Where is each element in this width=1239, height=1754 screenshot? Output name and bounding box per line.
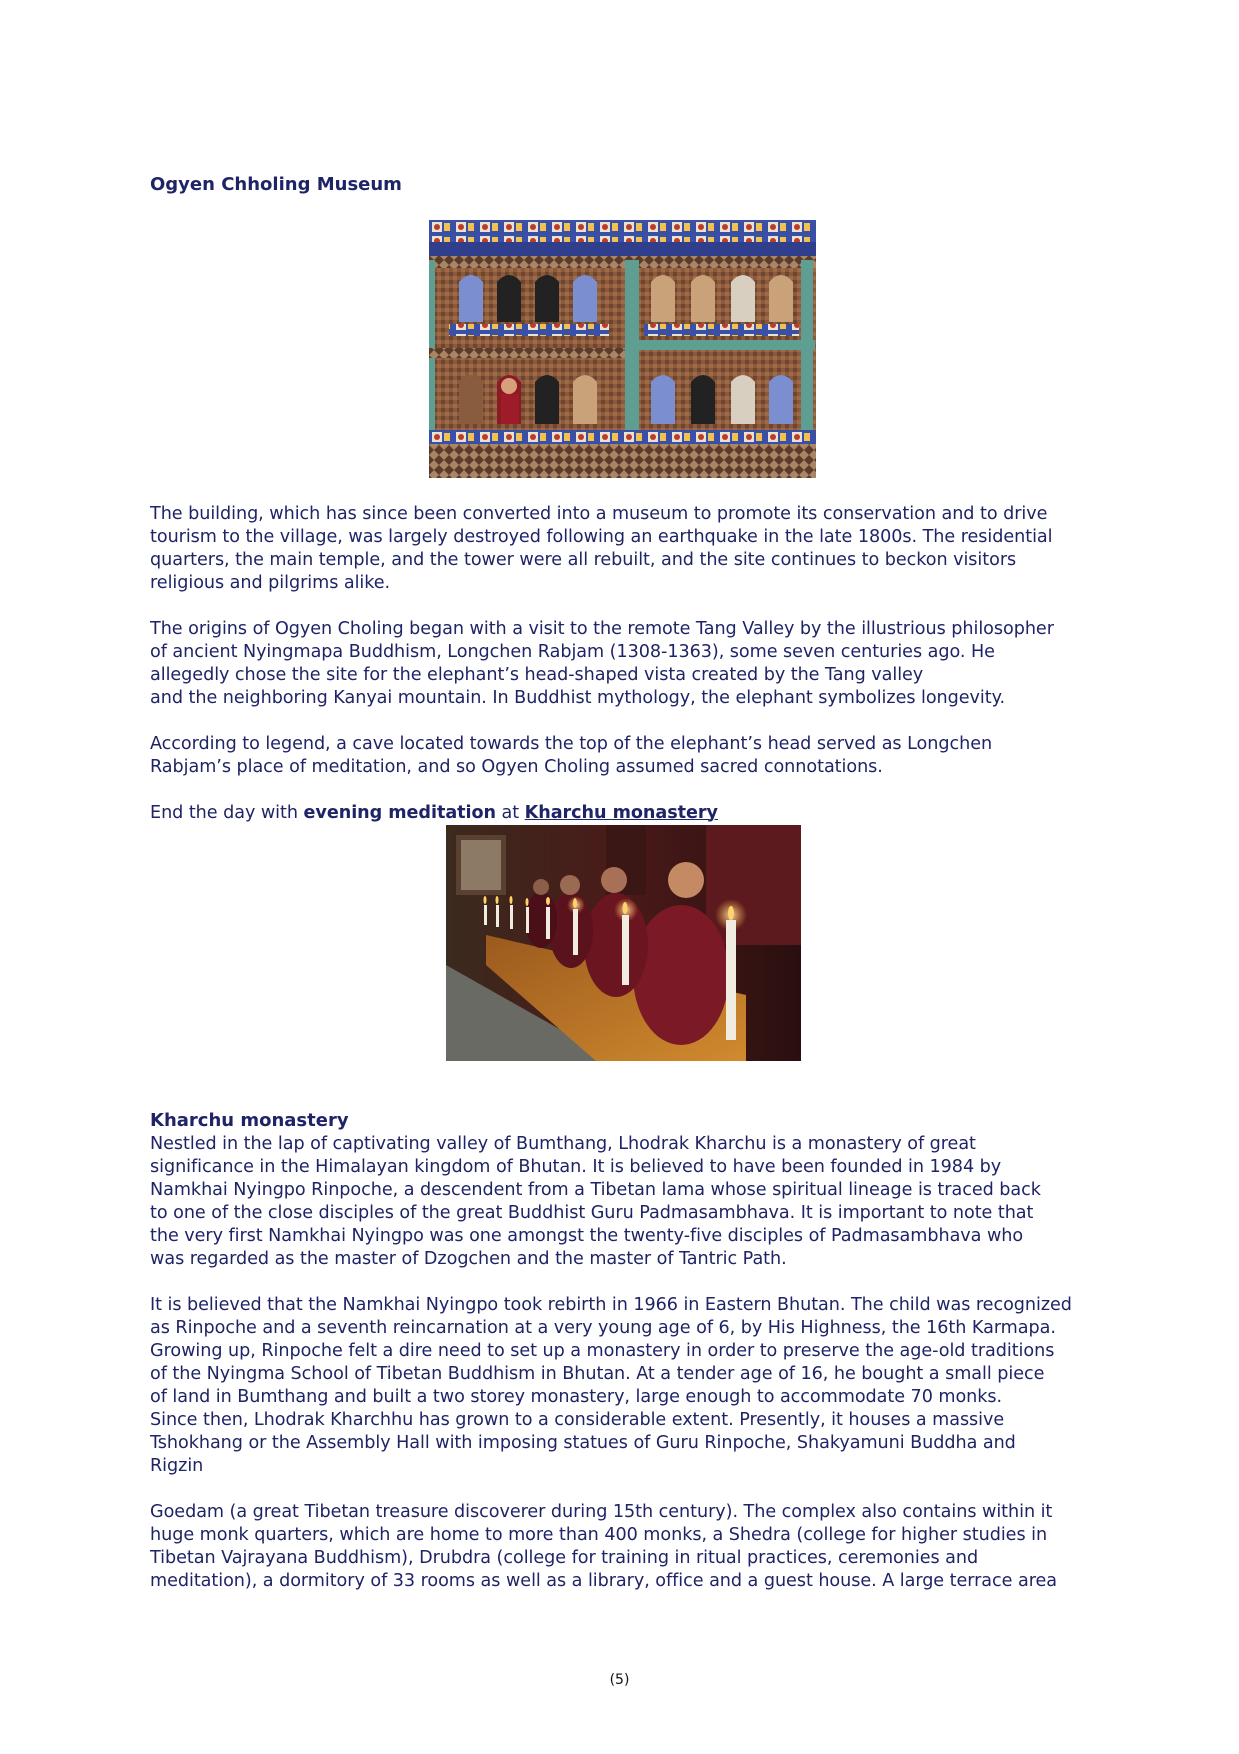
line: Rigzin [150, 1456, 204, 1476]
paragraph-ogyen-2 [150, 618, 1100, 710]
line: Rabjam’s place of meditation, and so Ogyen Choling assumed sacred connotations. [150, 757, 883, 777]
line: It is believed that the Namkhai Nyingpo took rebirth in 1966 in Eastern Bhutan. The child was recognized [150, 1295, 1072, 1315]
line: tourism to the village, was largely destroyed following an earthquake in the late 1800s. The residential [150, 527, 1053, 547]
paragraph-kharchu-1 [150, 1133, 1100, 1271]
line: was regarded as the master of Dzogchen and the master of Tantric Path. [150, 1249, 787, 1269]
line: religious and pilgrims alike. [150, 573, 391, 593]
line: of the Nyingma School of Tibetan Buddhism in Bhutan. At a tender age of 16, he bought a small piece [150, 1364, 1045, 1384]
page-number: (5) [609, 1672, 630, 1688]
line: of land in Bumthang and built a two storey monastery, large enough to accommodate 70 monks. [150, 1387, 1003, 1407]
line: The building, which has since been converted into a museum to promote its conservation and to drive [150, 504, 1048, 524]
evening-meditation-line [150, 802, 1100, 825]
paragraph-ogyen-1 [150, 503, 1100, 595]
paragraph-kharchu-2 [150, 1294, 1100, 1478]
line: Namkhai Nyingpo Rinpoche, a descendent from a Tibetan lama whose spiritual lineage is traced back [150, 1180, 1041, 1200]
line: the very first Namkhai Nyingpo was one amongst the twenty-five disciples of Padmasambhava who [150, 1226, 1024, 1246]
line: of ancient Nyingmapa Buddhism, Longchen Rabjam (1308-1363), some seven centuries ago. He [150, 642, 995, 662]
line: Tshokhang or the Assembly Hall with imposing statues of Guru Rinpoche, Shakyamuni Buddha and [150, 1433, 1016, 1453]
section-heading-ogyen: Ogyen Chholing Museum [150, 174, 402, 195]
evening-prefix: End the day with [150, 803, 304, 823]
line: huge monk quarters, which are home to more than 400 monks, a Shedra (college for higher studies in [150, 1525, 1048, 1545]
line: The origins of Ogyen Choling began with a visit to the remote Tang Valley by the illustrious philosopher [150, 619, 1054, 639]
line: According to legend, a cave located towards the top of the elephant’s head served as Longchen [150, 734, 993, 754]
line: Since then, Lhodrak Kharchhu has grown to a considerable extent. Presently, it houses a massive [150, 1410, 1005, 1430]
line: Goedam (a great Tibetan treasure discoverer during 15th century). The complex also contains within it [150, 1502, 1053, 1522]
kharchu-monastery-link[interactable]: Kharchu monastery [524, 803, 718, 823]
line: allegedly chose the site for the elephant’s head-shaped vista created by the Tang valley [150, 665, 924, 685]
line: meditation), a dormitory of 33 rooms as well as a library, office and a guest house. A large terrace area [150, 1571, 1058, 1591]
line: quarters, the main temple, and the tower were all rebuilt, and the site continues to beckon visitors [150, 550, 1017, 570]
line: to one of the close disciples of the great Buddhist Guru Padmasambhava. It is important to note that [150, 1203, 1034, 1223]
building-facade-photo [429, 220, 816, 478]
line: Tibetan Vajrayana Buddhism), Drubdra (college for training in ritual practices, ceremonies and [150, 1548, 979, 1568]
line: as Rinpoche and a seventh reincarnation at a very young age of 6, by His Highness, the 16th Karmapa. [150, 1318, 1056, 1338]
line: Growing up, Rinpoche felt a dire need to set up a monastery in order to preserve the age-old traditions [150, 1341, 1055, 1361]
evening-meditation-bold: evening meditation [303, 803, 496, 823]
line: significance in the Himalayan kingdom of Bhutan. It is believed to have been founded in 1984 by [150, 1157, 1002, 1177]
monks-candles-photo [446, 825, 801, 1061]
line: Nestled in the lap of captivating valley of Bumthang, Lhodrak Kharchu is a monastery of great [150, 1134, 976, 1154]
section-heading-kharchu: Kharchu monastery [150, 1110, 349, 1131]
paragraph-kharchu-3 [150, 1501, 1100, 1593]
evening-middle: at [496, 803, 525, 823]
line: and the neighboring Kanyai mountain. In Buddhist mythology, the elephant symbolizes longevity. [150, 688, 1005, 708]
paragraph-ogyen-3 [150, 733, 1100, 779]
